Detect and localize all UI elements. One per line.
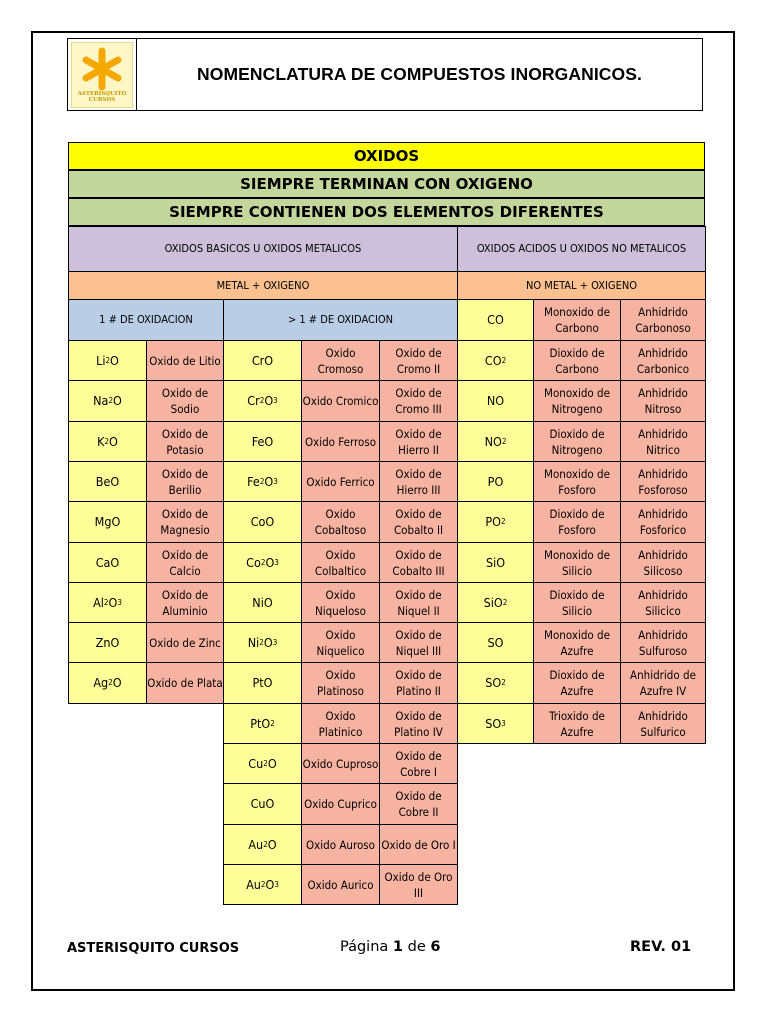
- acid-traditional-name: Anhidrido Sulfuroso: [620, 622, 706, 663]
- multi-stock-name: Oxido de Cromo II: [379, 340, 458, 381]
- acid-oxides-heading: OXIDOS ACIDOS U OXIDOS NO METALICOS: [457, 226, 706, 272]
- multi-formula: Co 2 O 3: [223, 542, 302, 583]
- multi-formula: Fe 2 O 3: [223, 461, 302, 502]
- multi-formula: Au 2 O 3: [223, 864, 302, 905]
- asterisk-icon: [80, 47, 124, 91]
- multi-stock-name: Oxido de Oro I: [379, 824, 458, 865]
- single-formula: CaO: [68, 542, 147, 583]
- title-cell: [137, 39, 702, 110]
- multi-stock-name: Oxido de Cromo III: [379, 380, 458, 422]
- multi-formula: Ni 2 O 3: [223, 622, 302, 663]
- single-formula: MgO: [68, 501, 147, 543]
- acid-formula: PO: [457, 461, 534, 502]
- page-of: de: [407, 939, 426, 955]
- acid-traditional-name: Anhidrido Silicico: [620, 582, 706, 623]
- single-formula: Ag 2 O: [68, 662, 147, 704]
- single-formula: BeO: [68, 461, 147, 502]
- multi-traditional-name: Oxido Platinico: [301, 703, 380, 744]
- acid-formula: CO: [457, 299, 534, 341]
- single-oxidation-heading: 1 # DE OXIDACION: [68, 299, 224, 341]
- multi-traditional-name: Oxido Cuprico: [301, 783, 380, 825]
- basic-oxides-heading: OXIDOS BASICOS U OXIDOS METALICOS: [68, 226, 458, 272]
- acid-systematic-name: Trioxido de Azufre: [533, 703, 621, 744]
- multi-formula: CuO: [223, 783, 302, 825]
- acid-formula: CO 2: [457, 340, 534, 381]
- acid-traditional-name: Anhidrido Fosforoso: [620, 461, 706, 502]
- multi-oxidation-heading: > 1 # DE OXIDACION: [223, 299, 458, 341]
- single-name: Oxido de Zinc: [146, 622, 224, 663]
- nonmetal-oxygen-formula: NO METAL + OXIGENO: [457, 271, 706, 300]
- single-formula: ZnO: [68, 622, 147, 663]
- acid-formula: NO: [457, 380, 534, 422]
- document-title: NOMENCLATURA DE COMPUESTOS INORGANICOS.: [197, 64, 642, 84]
- multi-traditional-name: Oxido Cromico: [301, 380, 380, 422]
- single-formula: Na 2 O: [68, 380, 147, 422]
- multi-stock-name: Oxido de Cobre II: [379, 783, 458, 825]
- logo-text-1: ASTERISQUITO: [77, 90, 127, 97]
- multi-formula: NiO: [223, 582, 302, 623]
- single-formula: Li 2 O: [68, 340, 147, 381]
- multi-traditional-name: Oxido Cuproso: [301, 743, 380, 784]
- page-word: Página: [340, 939, 389, 955]
- multi-traditional-name: Oxido Platinoso: [301, 662, 380, 704]
- multi-traditional-name: Oxido Aurico: [301, 864, 380, 905]
- acid-systematic-name: Dioxido de Carbono: [533, 340, 621, 381]
- acid-formula: SO: [457, 622, 534, 663]
- acid-formula: SiO 2: [457, 582, 534, 623]
- single-name: Oxido de Calcio: [146, 542, 224, 583]
- acid-systematic-name: Dioxido de Azufre: [533, 662, 621, 704]
- multi-stock-name: Oxido de Hierro III: [379, 461, 458, 502]
- single-formula: Al 2 O 3: [68, 582, 147, 623]
- acid-formula: SiO: [457, 542, 534, 583]
- single-name: Oxido de Plata: [146, 662, 224, 704]
- multi-formula: CrO: [223, 340, 302, 381]
- acid-traditional-name: Anhidrido Carbonico: [620, 340, 706, 381]
- multi-stock-name: Oxido de Niquel III: [379, 622, 458, 663]
- single-name: Oxido de Magnesio: [146, 501, 224, 543]
- acid-traditional-name: Anhidrido Silicoso: [620, 542, 706, 583]
- document-header: [67, 38, 703, 111]
- acid-systematic-name: Dioxido de Silicio: [533, 582, 621, 623]
- multi-stock-name: Oxido de Cobalto II: [379, 501, 458, 543]
- acid-traditional-name: Anhidrido Fosforico: [620, 501, 706, 543]
- acid-systematic-name: Dioxido de Nitrogeno: [533, 421, 621, 462]
- multi-formula: PtO: [223, 662, 302, 704]
- logo: [71, 42, 133, 108]
- multi-traditional-name: Oxido Auroso: [301, 824, 380, 865]
- acid-traditional-name: Anhidrido de Azufre IV: [620, 662, 706, 704]
- multi-stock-name: Oxido de Cobalto III: [379, 542, 458, 583]
- multi-traditional-name: Oxido Niqueloso: [301, 582, 380, 623]
- multi-stock-name: Oxido de Platino IV: [379, 703, 458, 744]
- single-name: Oxido de Aluminio: [146, 582, 224, 623]
- logo-text-2: CURSOS: [88, 96, 116, 103]
- multi-stock-name: Oxido de Niquel II: [379, 582, 458, 623]
- single-name: Oxido de Potasio: [146, 421, 224, 462]
- multi-formula: Cr 2 O 3: [223, 380, 302, 422]
- acid-formula: PO 2: [457, 501, 534, 543]
- acid-systematic-name: Monoxido de Silicio: [533, 542, 621, 583]
- acid-systematic-name: Monoxido de Fosforo: [533, 461, 621, 502]
- rule-line-2: SIEMPRE CONTIENEN DOS ELEMENTOS DIFERENTES: [68, 198, 705, 226]
- acid-formula: SO 3: [457, 703, 534, 744]
- multi-traditional-name: Oxido Cromoso: [301, 340, 380, 381]
- single-formula: K 2 O: [68, 421, 147, 462]
- acid-formula: SO 2: [457, 662, 534, 704]
- acid-systematic-name: Dioxido de Fosforo: [533, 501, 621, 543]
- multi-stock-name: Oxido de Platino II: [379, 662, 458, 704]
- acid-formula: NO 2: [457, 421, 534, 462]
- logo-cell: [68, 39, 137, 110]
- multi-stock-name: Oxido de Hierro II: [379, 421, 458, 462]
- multi-traditional-name: Oxido Ferroso: [301, 421, 380, 462]
- acid-traditional-name: Anhidrido Sulfurico: [620, 703, 706, 744]
- multi-formula: FeO: [223, 421, 302, 462]
- metal-oxygen-formula: METAL + OXIGENO: [68, 271, 458, 300]
- acid-traditional-name: Anhidrido Nitrico: [620, 421, 706, 462]
- acid-systematic-name: Monoxido de Azufre: [533, 622, 621, 663]
- multi-formula: Au 2 O: [223, 824, 302, 865]
- multi-formula: PtO 2: [223, 703, 302, 744]
- rule-line-1: SIEMPRE TERMINAN CON OXIGENO: [68, 170, 705, 198]
- multi-traditional-name: Oxido Colbaltico: [301, 542, 380, 583]
- footer-company: ASTERISQUITO CURSOS: [67, 941, 240, 956]
- acid-traditional-name: Anhidrido Carbonoso: [620, 299, 706, 341]
- acid-traditional-name: Anhidrido Nitroso: [620, 380, 706, 422]
- multi-traditional-name: Oxido Niquelico: [301, 622, 380, 663]
- multi-traditional-name: Oxido Ferrico: [301, 461, 380, 502]
- oxidos-title: OXIDOS: [68, 142, 705, 170]
- page-total: 6: [430, 939, 441, 955]
- multi-formula: CoO: [223, 501, 302, 543]
- single-name: Oxido de Berilio: [146, 461, 224, 502]
- acid-systematic-name: Monoxido de Carbono: [533, 299, 621, 341]
- acid-systematic-name: Monoxido de Nitrogeno: [533, 380, 621, 422]
- multi-stock-name: Oxido de Oro III: [379, 864, 458, 905]
- multi-traditional-name: Oxido Cobaltoso: [301, 501, 380, 543]
- multi-stock-name: Oxido de Cobre I: [379, 743, 458, 784]
- multi-formula: Cu 2 O: [223, 743, 302, 784]
- revision: REV. 01: [630, 939, 692, 955]
- page-number: [340, 939, 440, 955]
- page-current: 1: [392, 939, 403, 955]
- single-name: Oxido de Sodio: [146, 380, 224, 422]
- single-name: Oxido de Litio: [146, 340, 224, 381]
